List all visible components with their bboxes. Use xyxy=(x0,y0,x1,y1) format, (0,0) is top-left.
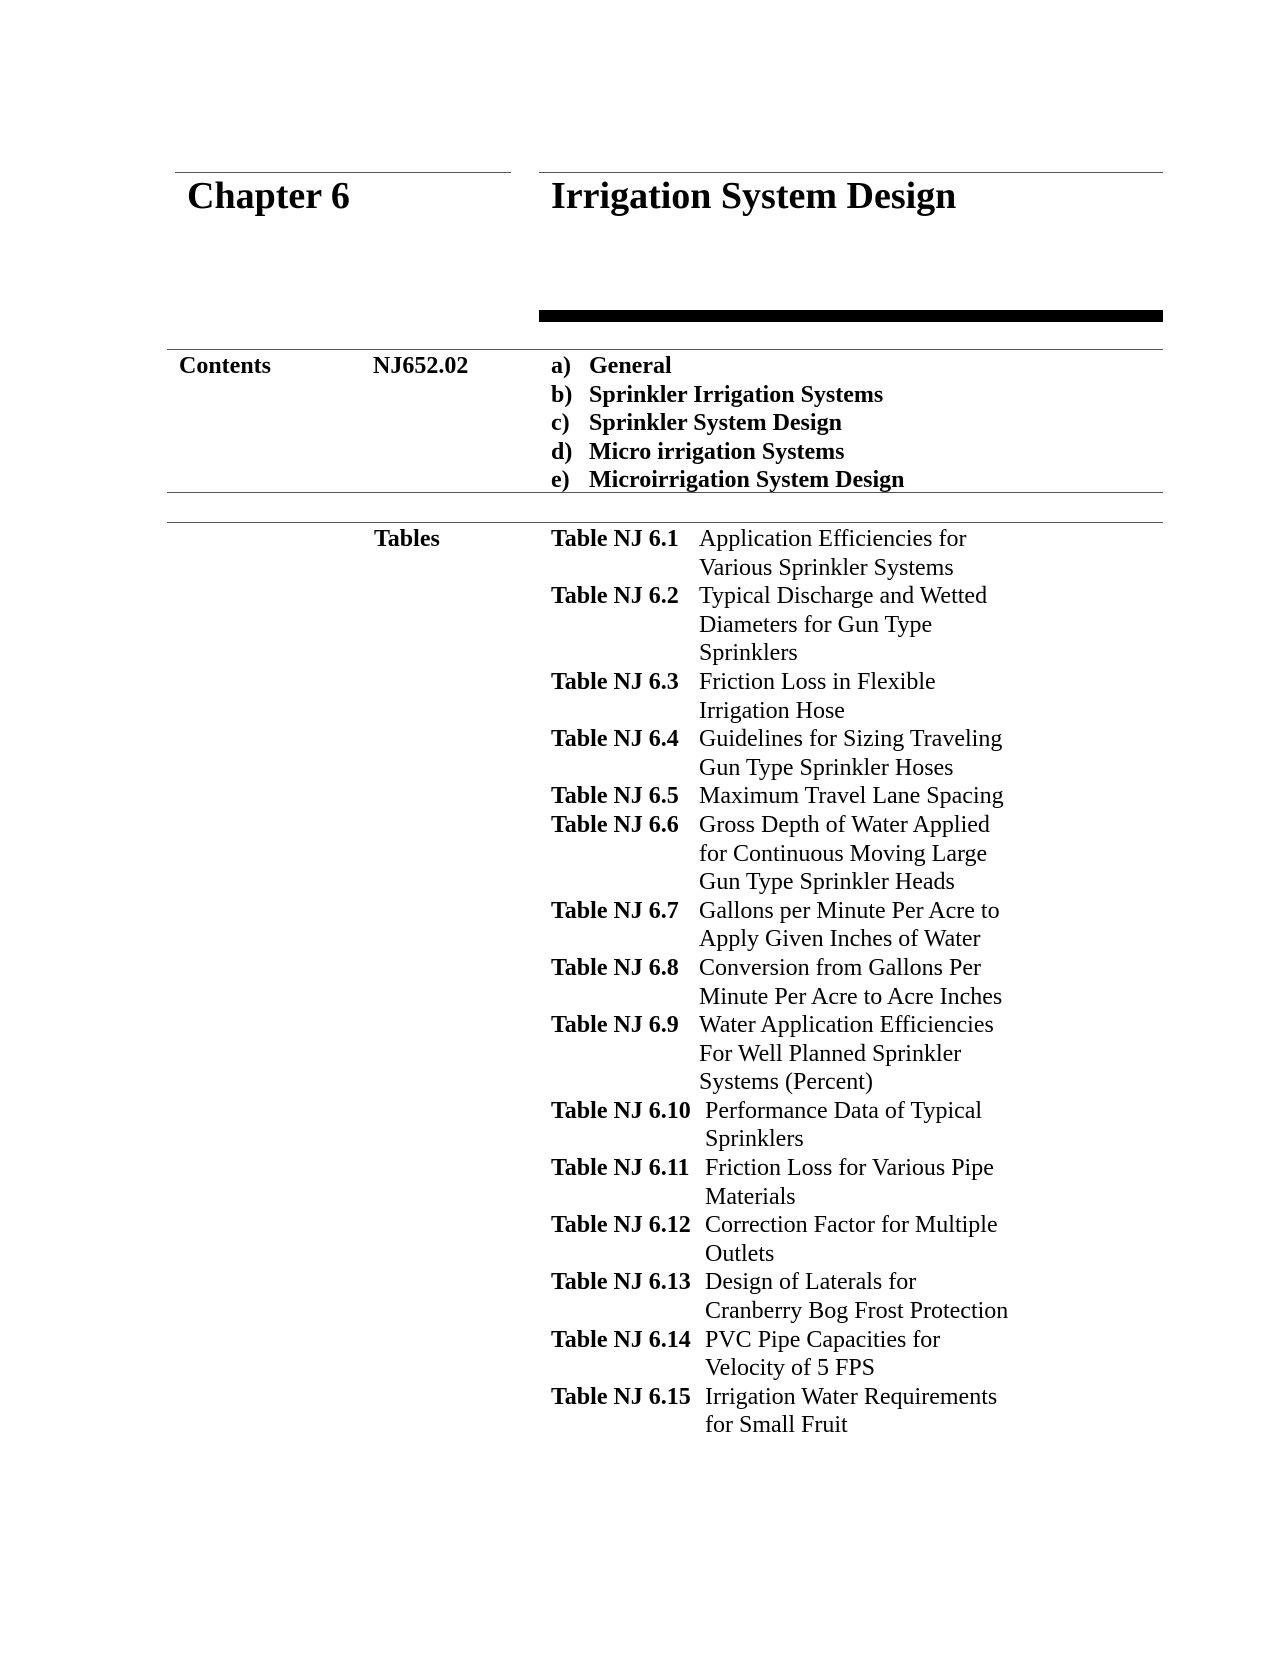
table-title: PVC Pipe Capacities for Velocity of 5 FPS xyxy=(705,1326,941,1382)
table-entry[interactable] xyxy=(551,811,1008,897)
contents-item[interactable]: e) Microirrigation System Design xyxy=(551,467,905,494)
table-entry[interactable] xyxy=(551,954,1008,1011)
table-number: Table NJ 6.6 xyxy=(551,811,679,838)
table-title: Maximum Travel Lane Spacing xyxy=(699,783,1004,810)
contents-item[interactable]: c) Sprinkler System Design xyxy=(551,410,842,437)
table-entry[interactable] xyxy=(551,525,1008,582)
table-title: Friction Loss in Flexible Irrigation Hose xyxy=(699,668,936,724)
table-title: Irrigation Water Requirements for Small Fruit xyxy=(705,1383,998,1439)
contents-list xyxy=(551,352,905,495)
table-title: Application Efficiencies for Various Sprinkler Systems xyxy=(699,526,967,581)
contents-top-rule xyxy=(167,349,1163,350)
table-entry[interactable] xyxy=(551,582,1008,668)
table-entry[interactable] xyxy=(551,1211,1008,1268)
table-title: Friction Loss for Various Pipe Materials xyxy=(705,1155,994,1210)
table-number: Table NJ 6.3 xyxy=(551,668,679,695)
table-number: Table NJ 6.11 xyxy=(551,1155,690,1182)
table-number: Table NJ 6.4 xyxy=(551,726,679,753)
contents-label: Contents xyxy=(179,353,272,379)
table-entry[interactable] xyxy=(551,897,1008,954)
table-entry[interactable] xyxy=(551,1097,1008,1154)
table-entry[interactable] xyxy=(551,1011,1008,1097)
table-number: Table NJ 6.1 xyxy=(551,526,679,552)
section-number: NJ652.02 xyxy=(373,353,469,379)
table-number: Table NJ 6.10 xyxy=(551,1097,691,1124)
title-thick-rule xyxy=(539,310,1163,322)
contents-item[interactable]: b) Sprinkler Irrigation Systems xyxy=(551,381,884,408)
table-title: Correction Factor for Multiple Outlets xyxy=(705,1212,998,1267)
table-entry[interactable] xyxy=(551,668,1008,725)
table-number: Table NJ 6.12 xyxy=(551,1212,691,1239)
table-number: Table NJ 6.5 xyxy=(551,783,679,810)
table-title: Guidelines for Sizing Traveling Gun Type Sprinkler Hoses xyxy=(699,726,1003,781)
contents-bottom-rule xyxy=(167,492,1163,493)
table-number: Table NJ 6.7 xyxy=(551,897,679,924)
table-number: Table NJ 6.13 xyxy=(551,1269,691,1296)
page-title: Irrigation System Design xyxy=(551,175,957,217)
table-title: Gross Depth of Water Applied for Continuous Moving Large Gun Type Sprinkler Heads xyxy=(699,811,990,896)
tables-label: Tables xyxy=(374,526,440,552)
table-entry[interactable] xyxy=(551,782,1008,811)
table-entry[interactable] xyxy=(551,725,1008,782)
table-number: Table NJ 6.15 xyxy=(551,1383,691,1410)
table-number: Table NJ 6.9 xyxy=(551,1012,679,1039)
table-title: Conversion from Gallons Per Minute Per Acre to Acre Inches xyxy=(699,954,1003,1010)
table-entry[interactable] xyxy=(551,1268,1008,1325)
table-entry[interactable] xyxy=(551,1154,1008,1211)
tables-top-rule xyxy=(167,522,1163,523)
contents-item[interactable]: d) Micro irrigation Systems xyxy=(551,438,845,465)
chapter-label: Chapter 6 xyxy=(187,175,350,217)
table-title: Gallons per Minute Per Acre to Apply Given Inches of Water xyxy=(699,897,1000,953)
contents-item[interactable]: a) General xyxy=(551,353,672,379)
tables-list xyxy=(551,525,1008,1440)
table-number: Table NJ 6.14 xyxy=(551,1326,691,1353)
table-number: Table NJ 6.2 xyxy=(551,583,679,610)
table-title: Water Application Efficiencies For Well Planned Sprinkler Systems (Percent) xyxy=(699,1012,994,1096)
table-title: Design of Laterals for Cranberry Bog Frost Protection xyxy=(705,1269,1009,1325)
table-title: Performance Data of Typical Sprinklers xyxy=(705,1097,983,1153)
table-title: Typical Discharge and Wetted Diameters for Gun Type Sprinklers xyxy=(699,583,988,667)
table-entry[interactable] xyxy=(551,1326,1008,1383)
table-entry[interactable] xyxy=(551,1383,1008,1440)
table-number: Table NJ 6.8 xyxy=(551,954,679,981)
